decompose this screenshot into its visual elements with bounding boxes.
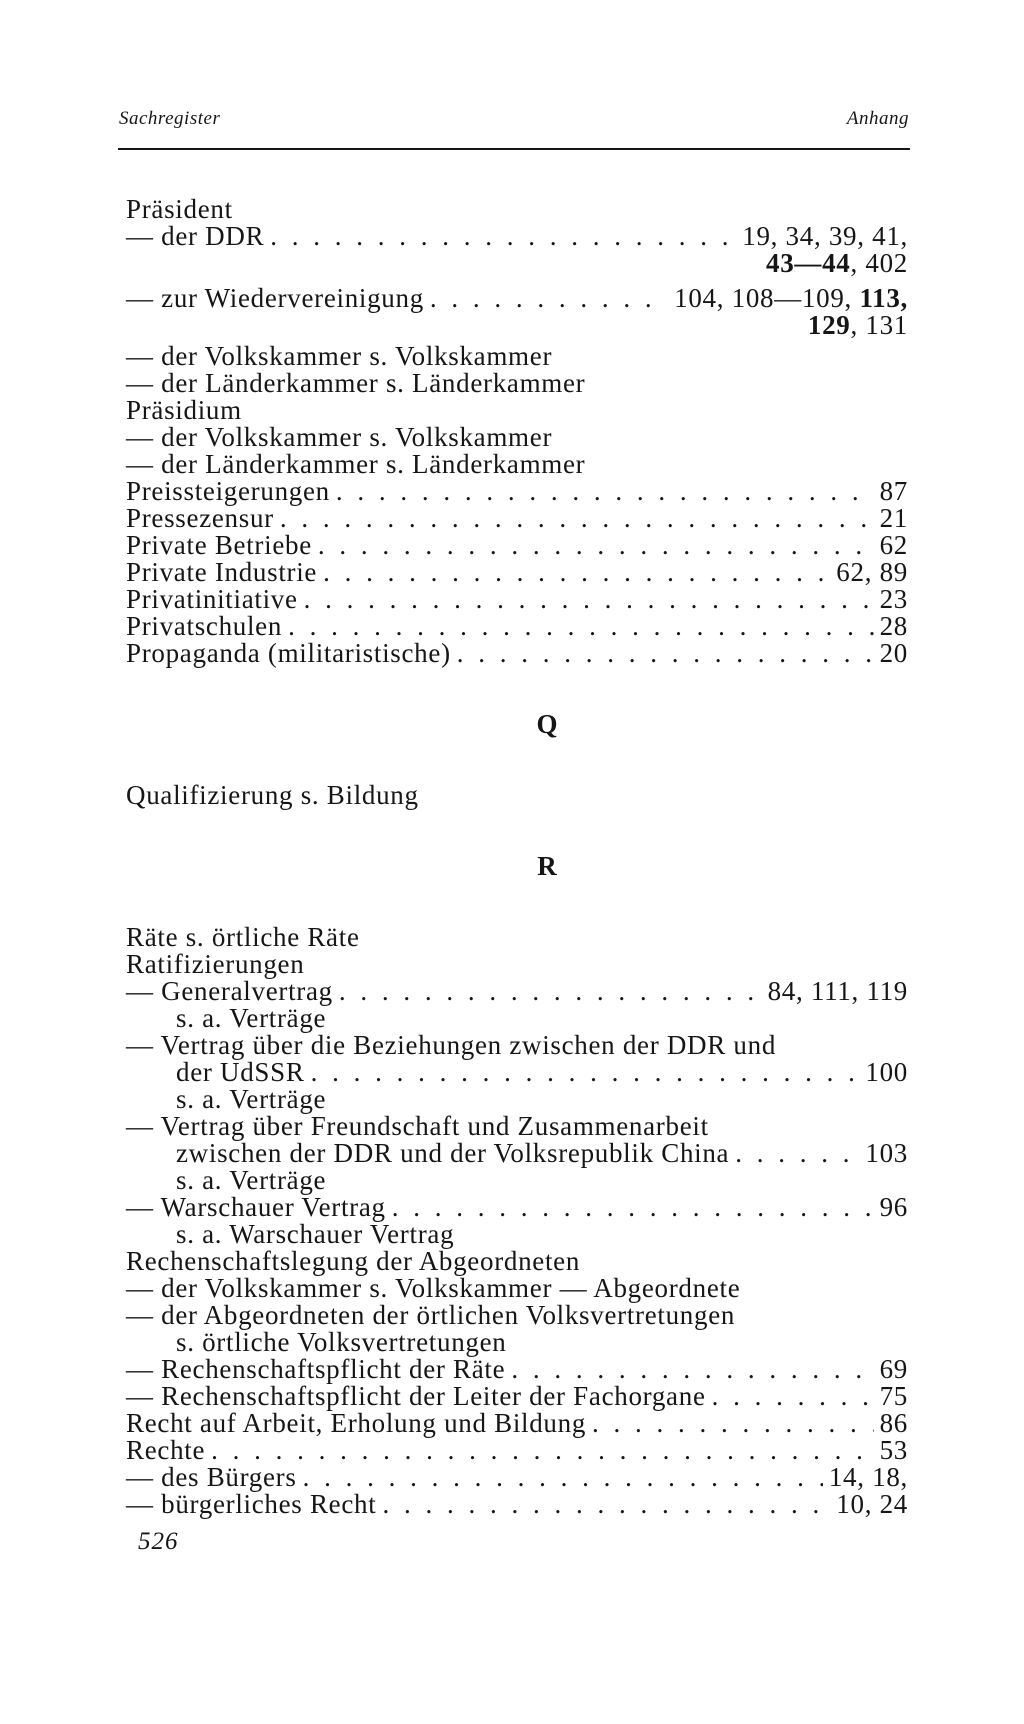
index-entry <box>126 951 908 978</box>
entry-pages: 28 <box>879 611 908 641</box>
entry-label: Recht auf Arbeit, Erholung und Bildung <box>126 1408 587 1438</box>
index-entry <box>126 782 908 809</box>
entry-label: — Rechenschaftspflicht der Räte <box>126 1354 506 1384</box>
entry-pages: 104, 108—109, <box>674 283 860 313</box>
entry-label: Pressezensur <box>126 503 274 533</box>
index-entry <box>126 451 908 478</box>
index-entry <box>126 285 908 312</box>
dot-leader <box>712 1383 874 1410</box>
dot-leader <box>382 1491 830 1518</box>
entry-pages: 62, 89 <box>836 557 908 587</box>
entry-pages-cont: , 402 <box>850 248 908 278</box>
entry-pages: 21 <box>879 503 908 533</box>
index-entry <box>126 370 908 397</box>
entry-pages: 84, 111, 119 <box>767 976 908 1006</box>
entry-pages: 75 <box>879 1381 908 1411</box>
dot-leader <box>323 559 830 586</box>
entry-pages: 10, 24 <box>836 1489 908 1519</box>
index-entry <box>126 223 908 250</box>
running-head <box>119 108 909 130</box>
entry-label: — bürgerliches Recht <box>126 1489 377 1519</box>
entry-label: Ratifizierungen <box>126 949 305 979</box>
index-entry <box>126 1086 908 1113</box>
index-entry <box>126 1410 908 1437</box>
index-entry <box>126 1275 908 1302</box>
entry-label: — der Abgeordneten der örtlichen Volksvertretungen <box>126 1300 736 1330</box>
index-entry-continuation <box>126 250 908 277</box>
index-entry <box>126 505 908 532</box>
entry-pages: 86 <box>879 1408 908 1438</box>
entry-pages: 62 <box>879 530 908 560</box>
entry-pages-bold: 43—44 <box>766 248 851 278</box>
dot-leader <box>318 532 874 559</box>
index-entry <box>126 1356 908 1383</box>
index-entry <box>126 424 908 451</box>
entry-label: s. a. Verträge <box>176 1165 327 1195</box>
entry-label: — Vertrag über Freundschaft und Zusammenarbeit <box>126 1111 709 1141</box>
entry-label: Räte s. örtliche Räte <box>126 922 360 952</box>
section-letter-q: Q <box>536 709 558 739</box>
dot-leader <box>392 1194 874 1221</box>
entry-label: — Vertrag über die Beziehungen zwischen der DDR und <box>126 1030 777 1060</box>
index-entry <box>126 1329 908 1356</box>
entry-pages: 69 <box>879 1354 908 1384</box>
entry-label: — der Länderkammer s. Länderkammer <box>126 449 586 479</box>
section-letter-r: R <box>537 851 557 881</box>
entry-pages: 100 <box>865 1057 908 1087</box>
entry-label: — der Länderkammer s. Länderkammer <box>126 368 586 398</box>
index-entry <box>126 613 908 640</box>
index-entry <box>126 397 908 424</box>
index-entry <box>126 1113 908 1140</box>
index-entry <box>126 478 908 505</box>
index-entry <box>126 586 908 613</box>
entry-label: Privatschulen <box>126 611 283 641</box>
entry-label: der UdSSR <box>176 1057 305 1087</box>
dot-leader <box>303 1464 823 1491</box>
index-entry <box>126 924 908 951</box>
entry-label: — Warschauer Vertrag <box>126 1192 386 1222</box>
entry-label: Rechte <box>126 1435 206 1465</box>
entry-pages: 96 <box>879 1192 908 1222</box>
index-entry <box>126 1167 908 1194</box>
running-head-left: Sachregister <box>119 108 221 129</box>
entry-label: — der DDR <box>126 221 265 251</box>
index-entry <box>126 1032 908 1059</box>
index-entry <box>126 1221 908 1248</box>
entry-pages: 87 <box>879 476 908 506</box>
entry-label: s. örtliche Volksvertretungen <box>176 1327 507 1357</box>
entry-label: s. a. Warschauer Vertrag <box>176 1219 455 1249</box>
index-entry <box>126 1383 908 1410</box>
entry-label: Rechenschaftslegung der Abgeordneten <box>126 1246 581 1276</box>
entry-label: Private Industrie <box>126 557 318 587</box>
dot-leader <box>457 640 874 667</box>
entry-pages-bold: 129 <box>807 310 851 340</box>
index-entry <box>126 559 908 586</box>
entry-label: zwischen der DDR und der Volksrepublik China <box>176 1138 730 1168</box>
header-rule <box>118 148 910 150</box>
entry-label: — der Volkskammer s. Volkskammer <box>126 341 553 371</box>
dot-leader <box>311 1059 860 1086</box>
dot-leader <box>288 613 874 640</box>
dot-leader <box>336 478 874 505</box>
dot-leader <box>211 1437 873 1464</box>
dot-leader <box>304 586 874 613</box>
entry-pages: 19, 34, 39, 41, <box>742 221 908 251</box>
entry-pages-cont: , 131 <box>850 310 908 340</box>
entry-label: — Rechenschaftspflicht der Leiter der Fachorgane <box>126 1381 706 1411</box>
entry-label: — zur Wiedervereinigung <box>126 283 424 313</box>
entry-label: Privatinitiative <box>126 584 298 614</box>
entry-pages: 20 <box>879 638 908 668</box>
index-entry-continuation <box>126 312 908 339</box>
entry-pages: 14, 18, <box>828 1462 908 1492</box>
index-entry <box>126 1194 908 1221</box>
entry-label: Preissteigerungen <box>126 476 330 506</box>
entry-label: — des Bürgers <box>126 1462 297 1492</box>
dot-leader <box>735 1140 859 1167</box>
entry-label: — der Volkskammer s. Volkskammer — Abgeordnete <box>126 1273 741 1303</box>
entry-label: s. a. Verträge <box>176 1003 327 1033</box>
index-entry <box>126 1464 908 1491</box>
dot-leader <box>592 1410 874 1437</box>
dot-leader <box>280 505 874 532</box>
index-entry <box>126 1005 908 1032</box>
index-entry <box>126 1437 908 1464</box>
index-entry <box>126 196 908 223</box>
index-entry <box>126 640 908 667</box>
index-entry <box>126 532 908 559</box>
entry-pages: 23 <box>879 584 908 614</box>
index-entry <box>126 343 908 370</box>
dot-leader <box>270 223 736 250</box>
entry-label: Private Betriebe <box>126 530 312 560</box>
entry-label: Präsident <box>126 194 233 224</box>
page-number: 526 <box>138 1528 179 1555</box>
entry-label: Qualifizierung s. Bildung <box>126 780 419 810</box>
entry-pages: 103 <box>865 1138 908 1168</box>
index-entry <box>126 1248 908 1275</box>
dot-leader <box>511 1356 873 1383</box>
entry-pages: 53 <box>879 1435 908 1465</box>
running-head-right: Anhang <box>846 108 909 129</box>
dot-leader <box>430 285 668 312</box>
index-entry <box>126 1140 908 1167</box>
entry-label: s. a. Verträge <box>176 1084 327 1114</box>
index-entry <box>126 1491 908 1518</box>
entry-label: Propaganda (militaristische) <box>126 638 451 668</box>
entry-pages-bold: 113, <box>859 283 908 313</box>
entry-label: — Generalvertrag <box>126 976 333 1006</box>
dot-leader <box>339 978 762 1005</box>
index-entry <box>126 1059 908 1086</box>
entry-label: Präsidium <box>126 395 242 425</box>
index-entries <box>126 196 908 1518</box>
index-entry <box>126 1302 908 1329</box>
entry-label: — der Volkskammer s. Volkskammer <box>126 422 553 452</box>
index-entry <box>126 978 908 1005</box>
